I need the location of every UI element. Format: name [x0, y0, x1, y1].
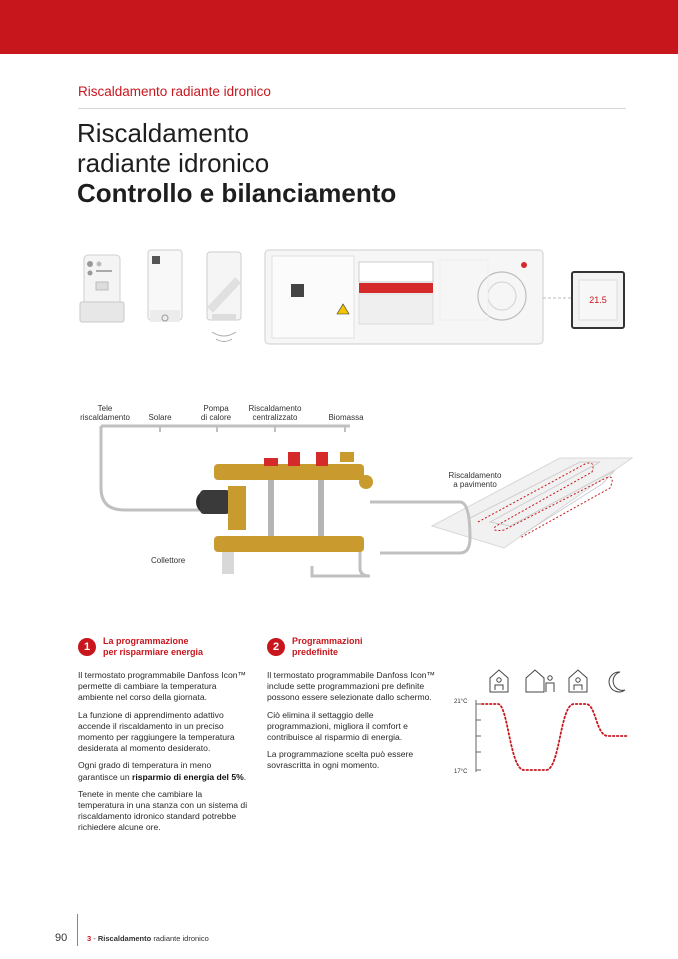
master-controller	[265, 250, 543, 344]
feature-2-p3: La programmazione scelta può essere sovrascritta in ogni momento.	[267, 749, 414, 771]
hydronic-system-diagram	[0, 398, 678, 598]
feature-1-p4: Tenete in mente che cambiare la temperatura in una stanza con un sistema di riscaldamento idronico standard potrebbe richiedere alcune ore.	[78, 788, 248, 833]
feature-2-text	[267, 670, 437, 778]
wireless-thermostat	[207, 252, 241, 342]
source-label-solare: Solare	[148, 413, 172, 422]
manifold	[196, 452, 373, 574]
feature-1-title: La programmazione per risparmiare energia	[103, 636, 204, 657]
room-thermostat-white	[148, 250, 182, 322]
home-person-icon-2	[569, 670, 587, 692]
section-title: Riscaldamento radiante idronico	[78, 84, 271, 99]
feature-2-title: Programmazioni predefinite	[292, 636, 363, 657]
wireless-sensor-dock	[80, 255, 124, 322]
manifold-label: Collettore	[151, 556, 186, 565]
feature-2-p2: Ciò elimina il settaggio delle programmazioni, migliora il comfort e contribuisce al risparmio di energia.	[267, 709, 408, 743]
page-number: 90	[55, 932, 68, 944]
feature-1-p3: Ogni grado di temperatura in meno garantisce un risparmio di energia del 5%.	[78, 760, 247, 782]
page-title	[77, 118, 396, 208]
top-red-band	[0, 0, 678, 54]
away-house-icon	[526, 670, 554, 692]
divider	[78, 108, 626, 109]
footer-chapter: 3 - Riscaldamento radiante idronico	[87, 934, 209, 943]
low-temp-label: 17°C	[454, 769, 468, 775]
footer-divider	[77, 914, 78, 946]
schedule-chart	[450, 664, 630, 784]
feature-1-number: 1	[78, 638, 96, 656]
source-label-pompa: Pompa di calore	[200, 404, 232, 422]
devices-illustration	[0, 240, 678, 350]
feature-2-p1: Il termostato programmabile Danfoss Icon™ include sette programmazioni pre definite possono essere selezionate dallo schermo.	[267, 670, 436, 703]
title-line-1: Riscaldamento	[77, 118, 249, 148]
display-thermostat	[572, 272, 624, 328]
feature-1-text	[78, 670, 250, 840]
moon-icon	[609, 672, 625, 692]
high-temp-label: 21°C	[454, 699, 468, 705]
title-bold-line: Controllo e bilanciamento	[77, 178, 397, 208]
source-label-biomassa: Biomassa	[328, 413, 364, 422]
thermostat-display-value: 21.5	[589, 295, 607, 305]
temperature-curve	[482, 704, 628, 770]
feature-2-number: 2	[267, 638, 285, 656]
feature-1-p1: Il termostato programmabile Danfoss Icon™ permette di cambiare la temperatura ambiente nel corso della giornata.	[78, 670, 247, 703]
feature-1-p2: La funzione di apprendimento adattivo accende il riscaldamento in un preciso momento per raggiungere la temperatura desiderata al momento desiderato.	[78, 709, 235, 754]
source-label-centralizzato: Riscaldamento centralizzato	[248, 404, 302, 422]
source-label-teleriscaldamento: Tele riscaldamento	[80, 404, 130, 422]
floor-heating-label: Riscaldamento a pavimento	[448, 471, 502, 489]
home-person-icon	[490, 670, 508, 692]
title-line-2: radiante idronico	[77, 148, 270, 178]
